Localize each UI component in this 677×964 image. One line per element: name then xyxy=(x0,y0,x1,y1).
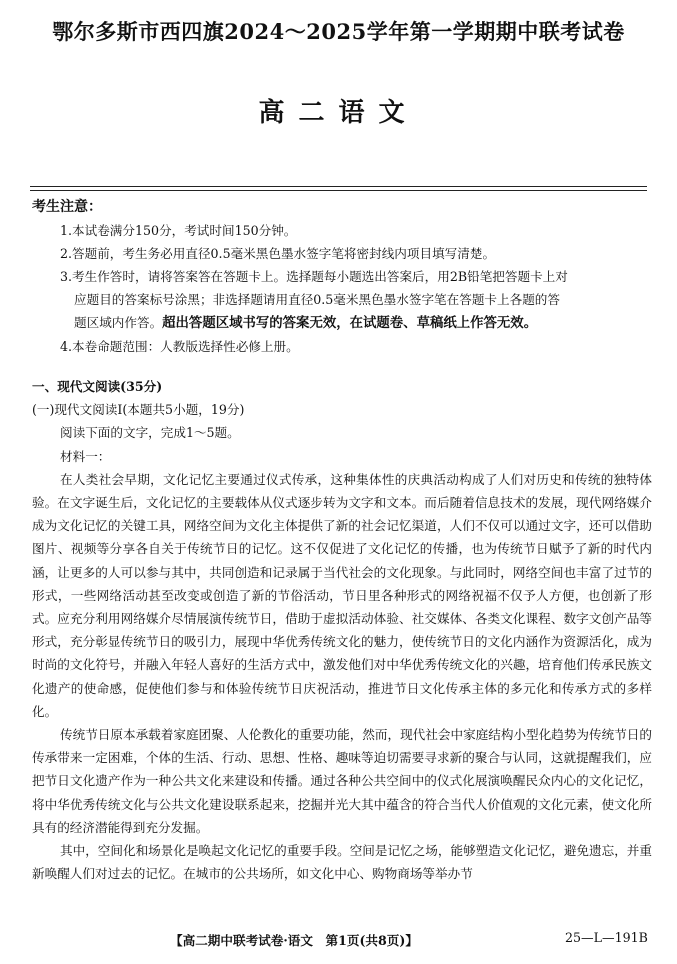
notice-item: 2.答题前，考生务必用直径0.5毫米黑色墨水签字笔将密封线内项目填写清楚。 xyxy=(60,246,496,261)
notice-list xyxy=(60,219,650,358)
notice-title: 考生注意： xyxy=(32,199,102,215)
subject-title: 高二语文 xyxy=(258,98,419,128)
paragraph: 传统节日原本承载着家庭团聚、人伦教化的重要功能，然而，现代社会中家庭结构小型化趋势为传统节日的传承带来一定困难，个体的生活、行动、思想、性格、趣味等迫切需要寻求新的聚合与认同，这就提醒我们，应把节日文化遗产作为一种公共文化来建设和传播。通过各种公共空间中的仪式化展演唤醒民众内心的文化记忆，将中华优秀传统文化与公共文化建设联系起来，挖掘并光大其中蕴含的符合当代人价值观的文化元素，使文化所具有的经济潜能得到充分发掘。 xyxy=(32,727,652,835)
notice-item: 1.本试卷满分150分，考试时间150分钟。 xyxy=(60,223,297,238)
paragraph: 其中，空间化和场景化是唤起文化记忆的重要手段。空间是记忆之场，能够塑造文化记忆，避免遗忘，并重新唤醒人们对过去的记忆。在城市的公共场所，如文化中心、购物商场等举办节 xyxy=(32,843,652,882)
notice-item: 3.考生作答时，请将答案答在答题卡上。选择题每小题选出答案后，用2B铅笔把答题卡上对 xyxy=(60,269,568,284)
notice-item: 4.本卷命题范围：人教版选择性必修上册。 xyxy=(60,339,299,354)
divider-thin xyxy=(30,190,647,191)
passage xyxy=(32,375,652,885)
notice-item-cont: 应题目的答案标号涂黑；非选择题请用直径0.5毫米黑色墨水签字笔在答题卡上各题的答 xyxy=(74,292,560,307)
subsection-heading: (一)现代文阅读Ⅰ(本题共5小题，19分) xyxy=(32,402,245,418)
notice-item-cont: 题区域内作答。超出答题区域书写的答案无效，在试题卷、草稿纸上作答无效。 xyxy=(74,315,538,331)
exam-title: 鄂尔多斯市西四旗2024～2025学年第一学期期中联考试卷 xyxy=(52,19,625,44)
material-label: 材料一： xyxy=(60,448,111,464)
notice-warning: 超出答题区域书写的答案无效，在试题卷、草稿纸上作答无效。 xyxy=(162,316,538,331)
paragraph: 在人类社会早期，文化记忆主要通过仪式传承，这种集体性的庆典活动构成了人们对历史和传统的独特体验。在文字诞生后，文化记忆的主要载体从仪式逐步转为文字和文本。而后随着信息技术的发展，现代网络媒介成为文化记忆的关键工具，网络空间为文化主体提供了新的社会记忆渠道，人们不仅可以通过文字，还可以借助图片、视频等分享各自关于传统节日的记忆。这不仅促进了文化记忆的传播，也为传统节日赋予了新的时代内涵，让更多的人可以参与其中，共同创造和记录属于当代社会的文化现象。与此同时，网络空间也丰富了过节的形式，一些网络活动甚至改变或创造了新的节俗活动，节日里各种形式的网络祝福不仅予人方便，也创新了形式。应充分利用网络媒介尽情展演传统节日，借助于虚拟活动体验、社交媒体、各类文化课程、数字文创产品等形式，充分彰显传统节日的吸引力，展现中华优秀传统文化的魅力，使传统节日的文化内涵作为资源活化，成为时尚的文化符号，并融入年轻人喜好的生活方式中，激发他们对中华优秀传统文化的兴趣，培育他们传承民族文化遗产的使命感，促使他们参与和体验传统节日庆祝活动，推进节日文化传承主体的多元化和传承方式的多样化。 xyxy=(32,471,652,719)
footer-page-info: 【高二期中联考试卷·语文 第1页(共8页)】 xyxy=(170,933,418,948)
instruction: 阅读下面的文字，完成1～5题。 xyxy=(60,425,240,441)
footer-code: 25—L—191B xyxy=(565,930,648,945)
divider-thick xyxy=(30,186,647,187)
section-heading: 一、现代文阅读(35分) xyxy=(32,379,163,394)
